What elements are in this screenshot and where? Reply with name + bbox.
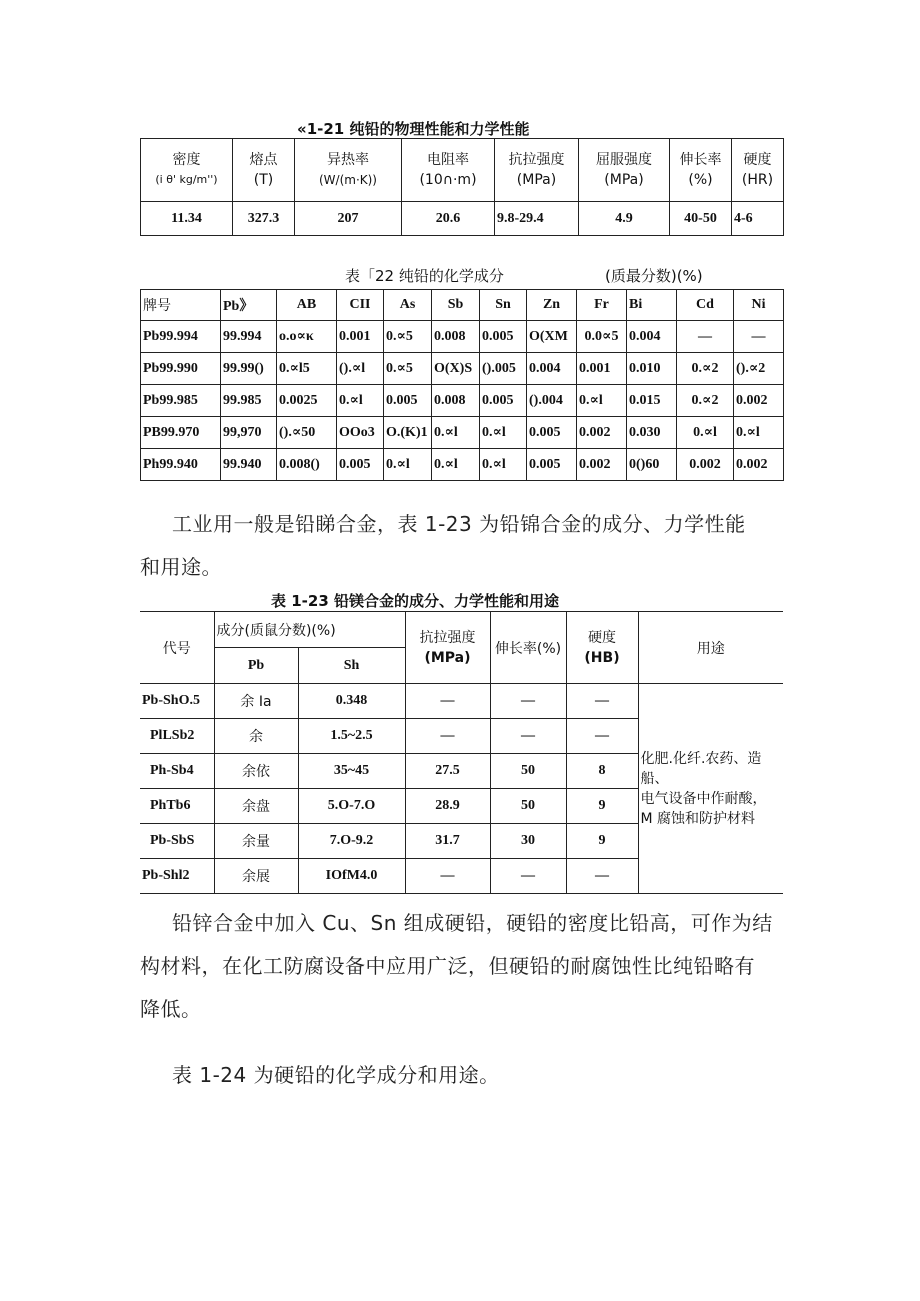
header-yield-strength: 屈服强度 (MPa) (579, 139, 670, 202)
table-cell: O.(K)1 (384, 417, 432, 449)
header-zn: Zn (527, 290, 577, 321)
table-cell: 7.O-9.2 (298, 824, 405, 859)
header-grade: 牌号 (141, 290, 221, 321)
table-cell: 0.002 (577, 449, 627, 481)
table-cell: 0.010 (627, 353, 677, 385)
table-cell: 0.∝l (384, 449, 432, 481)
paragraph-line: 工业用一般是铅睇合金，表 1-23 为铅锦合金的成分、力学性能 (172, 512, 746, 536)
use-cell: 化肥.化纤.农药、造船、 电气设备中作耐酸， M 腐蚀和防护材料 (638, 684, 783, 894)
table-cell: 0.005 (384, 385, 432, 417)
table-cell: 0.004 (527, 353, 577, 385)
header-cd: Cd (677, 290, 734, 321)
table-cell: 0.∝l (677, 417, 734, 449)
table-cell: 0.∝2 (677, 353, 734, 385)
table-cell: 0.005 (480, 385, 527, 417)
table-cell: 9 (566, 824, 638, 859)
table-cell: OOo3 (337, 417, 384, 449)
paragraph-line: 降低。 (140, 997, 202, 1021)
table-1-23-caption: 表 1-23 铅镁合金的成分、力学性能和用途 (271, 592, 559, 610)
table-cell: 0.0025 (277, 385, 337, 417)
table-cell: 4.9 (579, 202, 670, 236)
table-row (141, 321, 784, 353)
table-cell: Ph-Sb4 (140, 754, 214, 789)
table-cell: 0.0∝5 (577, 321, 627, 353)
header-thermal-conductivity: 异热率 (W/(m·K)) (295, 139, 402, 202)
table-cell: 0.002 (734, 449, 784, 481)
table-cell: 0.005 (480, 321, 527, 353)
table-cell: Pb-ShO.5 (140, 684, 214, 719)
header-cu: CII (337, 290, 384, 321)
table-row (141, 353, 784, 385)
table-cell: 余 Ia (214, 684, 298, 719)
table-cell: PB99.970 (141, 417, 221, 449)
header-hardness: 硬度 (HR) (732, 139, 784, 202)
table-1-23 (140, 611, 783, 894)
table-cell: 99.940 (221, 449, 277, 481)
table-cell: 0.∝l (577, 385, 627, 417)
table-cell: 0()60 (627, 449, 677, 481)
header-as: As (384, 290, 432, 321)
table-cell: 9.8-29.4 (495, 202, 579, 236)
table-cell: 50 (490, 789, 566, 824)
table-cell: — (566, 859, 638, 894)
header-sb: Sb (432, 290, 480, 321)
table-cell: 0.008() (277, 449, 337, 481)
table-cell: 0.348 (298, 684, 405, 719)
table-cell: 99.994 (221, 321, 277, 353)
table-cell: — (566, 684, 638, 719)
table-cell: 1.5~2.5 (298, 719, 405, 754)
table-cell: — (490, 684, 566, 719)
table-cell: 0.004 (627, 321, 677, 353)
paragraph-3 (140, 1054, 785, 1097)
table-1-22-unit: (质最分数)(%) (605, 267, 703, 285)
table-cell: 余量 (214, 824, 298, 859)
table-cell: ().∝2 (734, 353, 784, 385)
table-cell: 余盘 (214, 789, 298, 824)
table-cell: 99,970 (221, 417, 277, 449)
table-1-22-caption: 表「22 纯铅的化学成分 (345, 267, 504, 285)
table-cell: — (490, 719, 566, 754)
table-cell: 0.∝2 (677, 385, 734, 417)
header-sn: Sn (480, 290, 527, 321)
header-elongation: 伸长率(%) (490, 612, 566, 684)
table-cell: 0.005 (527, 449, 577, 481)
table-1-22 (140, 289, 784, 481)
paragraph-1 (140, 503, 785, 589)
table-cell: ().005 (480, 353, 527, 385)
table-1-21-header-row (141, 139, 784, 202)
table-cell: — (405, 684, 490, 719)
table-row (141, 202, 784, 236)
table-cell: 11.34 (141, 202, 233, 236)
table-cell: 0.∝l (480, 417, 527, 449)
table-cell: — (677, 321, 734, 353)
table-1-23-header-row-1 (140, 612, 783, 648)
table-cell: 0.∝5 (384, 321, 432, 353)
table-cell: 31.7 (405, 824, 490, 859)
table-row (141, 449, 784, 481)
table-cell: 0.002 (677, 449, 734, 481)
table-cell: 余 (214, 719, 298, 754)
table-cell: 40-50 (670, 202, 732, 236)
paragraph-2 (140, 902, 785, 1031)
table-cell: — (405, 859, 490, 894)
paragraph-line: 构材料，在化工防腐设备中应用广泛，但硬铅的耐腐蚀性比纯铅略有 (140, 954, 755, 978)
table-cell: 28.9 (405, 789, 490, 824)
table-cell: 0.030 (627, 417, 677, 449)
table-cell: 27.5 (405, 754, 490, 789)
table-cell: — (734, 321, 784, 353)
table-cell: 0.∝l (734, 417, 784, 449)
table-cell: 99.99() (221, 353, 277, 385)
table-row (140, 684, 783, 719)
table-cell: 0.∝l (432, 417, 480, 449)
table-cell: 0.005 (527, 417, 577, 449)
table-cell: ().004 (527, 385, 577, 417)
table-cell: 0.∝l5 (277, 353, 337, 385)
table-row (141, 417, 784, 449)
table-cell: 余依 (214, 754, 298, 789)
header-sb: Sh (298, 648, 405, 684)
header-tensile-strength: 抗拉强度 (MPa) (495, 139, 579, 202)
table-cell: ().∝l (337, 353, 384, 385)
header-bi: Bi (627, 290, 677, 321)
header-density: 密度 (i θ' kg/m'') (141, 139, 233, 202)
table-cell: 99.985 (221, 385, 277, 417)
header-hardness: 硬度 (HB) (566, 612, 638, 684)
table-cell: 5.O-7.O (298, 789, 405, 824)
table-cell: 327.3 (233, 202, 295, 236)
paragraph-line: 和用途。 (140, 555, 222, 579)
table-cell: 0.∝5 (384, 353, 432, 385)
table-cell: Pb99.990 (141, 353, 221, 385)
table-cell: IOfM4.0 (298, 859, 405, 894)
table-cell: 207 (295, 202, 402, 236)
table-cell: — (566, 719, 638, 754)
table-cell: 4-6 (732, 202, 784, 236)
table-cell: o.o∝κ (277, 321, 337, 353)
table-cell: 9 (566, 789, 638, 824)
table-cell: Pb-Shl2 (140, 859, 214, 894)
header-resistivity: 电阻率 (10∩·m) (402, 139, 495, 202)
table-cell: 0.∝l (337, 385, 384, 417)
table-cell: Ph99.940 (141, 449, 221, 481)
table-cell: PhTb6 (140, 789, 214, 824)
header-melting-point: 熔点 (T) (233, 139, 295, 202)
table-cell: 0.∝l (480, 449, 527, 481)
table-cell: O(X)S (432, 353, 480, 385)
table-cell: Pb-SbS (140, 824, 214, 859)
table-1-21-caption: «1-21 纯铅的物理性能和力学性能 (297, 120, 530, 138)
table-cell: Pb99.985 (141, 385, 221, 417)
header-ni: Ni (734, 290, 784, 321)
table-cell: 35~45 (298, 754, 405, 789)
table-cell: 20.6 (402, 202, 495, 236)
table-cell: — (405, 719, 490, 754)
table-cell: Pb99.994 (141, 321, 221, 353)
table-cell: ().∝50 (277, 417, 337, 449)
table-cell: 0.002 (577, 417, 627, 449)
table-cell: PlLSb2 (140, 719, 214, 754)
header-code: 代号 (140, 612, 214, 684)
table-cell: 0.∝l (432, 449, 480, 481)
table-cell: 余展 (214, 859, 298, 894)
header-pb: Pb (214, 648, 298, 684)
table-cell: 30 (490, 824, 566, 859)
table-row (141, 385, 784, 417)
table-cell: 50 (490, 754, 566, 789)
table-cell: 0.015 (627, 385, 677, 417)
header-pb: Pb》 (221, 290, 277, 321)
table-cell: 0.005 (337, 449, 384, 481)
header-elongation: 伸长率 (%) (670, 139, 732, 202)
table-cell: 0.001 (577, 353, 627, 385)
table-cell: 8 (566, 754, 638, 789)
table-cell: — (490, 859, 566, 894)
header-ag: AB (277, 290, 337, 321)
table-cell: 0.008 (432, 321, 480, 353)
paragraph-line: 铅锌合金中加入 Cu、Sn 组成硬铅，硬铅的密度比铅高，可作为结 (172, 911, 773, 935)
header-composition: 成分(质鼠分数)(%) (214, 612, 405, 648)
table-cell: 0.008 (432, 385, 480, 417)
table-cell: 0.001 (337, 321, 384, 353)
header-use: 用途 (638, 612, 783, 684)
table-cell: 0.002 (734, 385, 784, 417)
table-1-22-header-row (141, 290, 784, 321)
header-fe: Fr (577, 290, 627, 321)
table-1-21 (140, 138, 784, 236)
header-tensile-strength: 抗拉强度 (MPa) (405, 612, 490, 684)
paragraph-line: 表 1-24 为硬铅的化学成分和用途。 (172, 1063, 500, 1087)
table-cell: O(XM (527, 321, 577, 353)
